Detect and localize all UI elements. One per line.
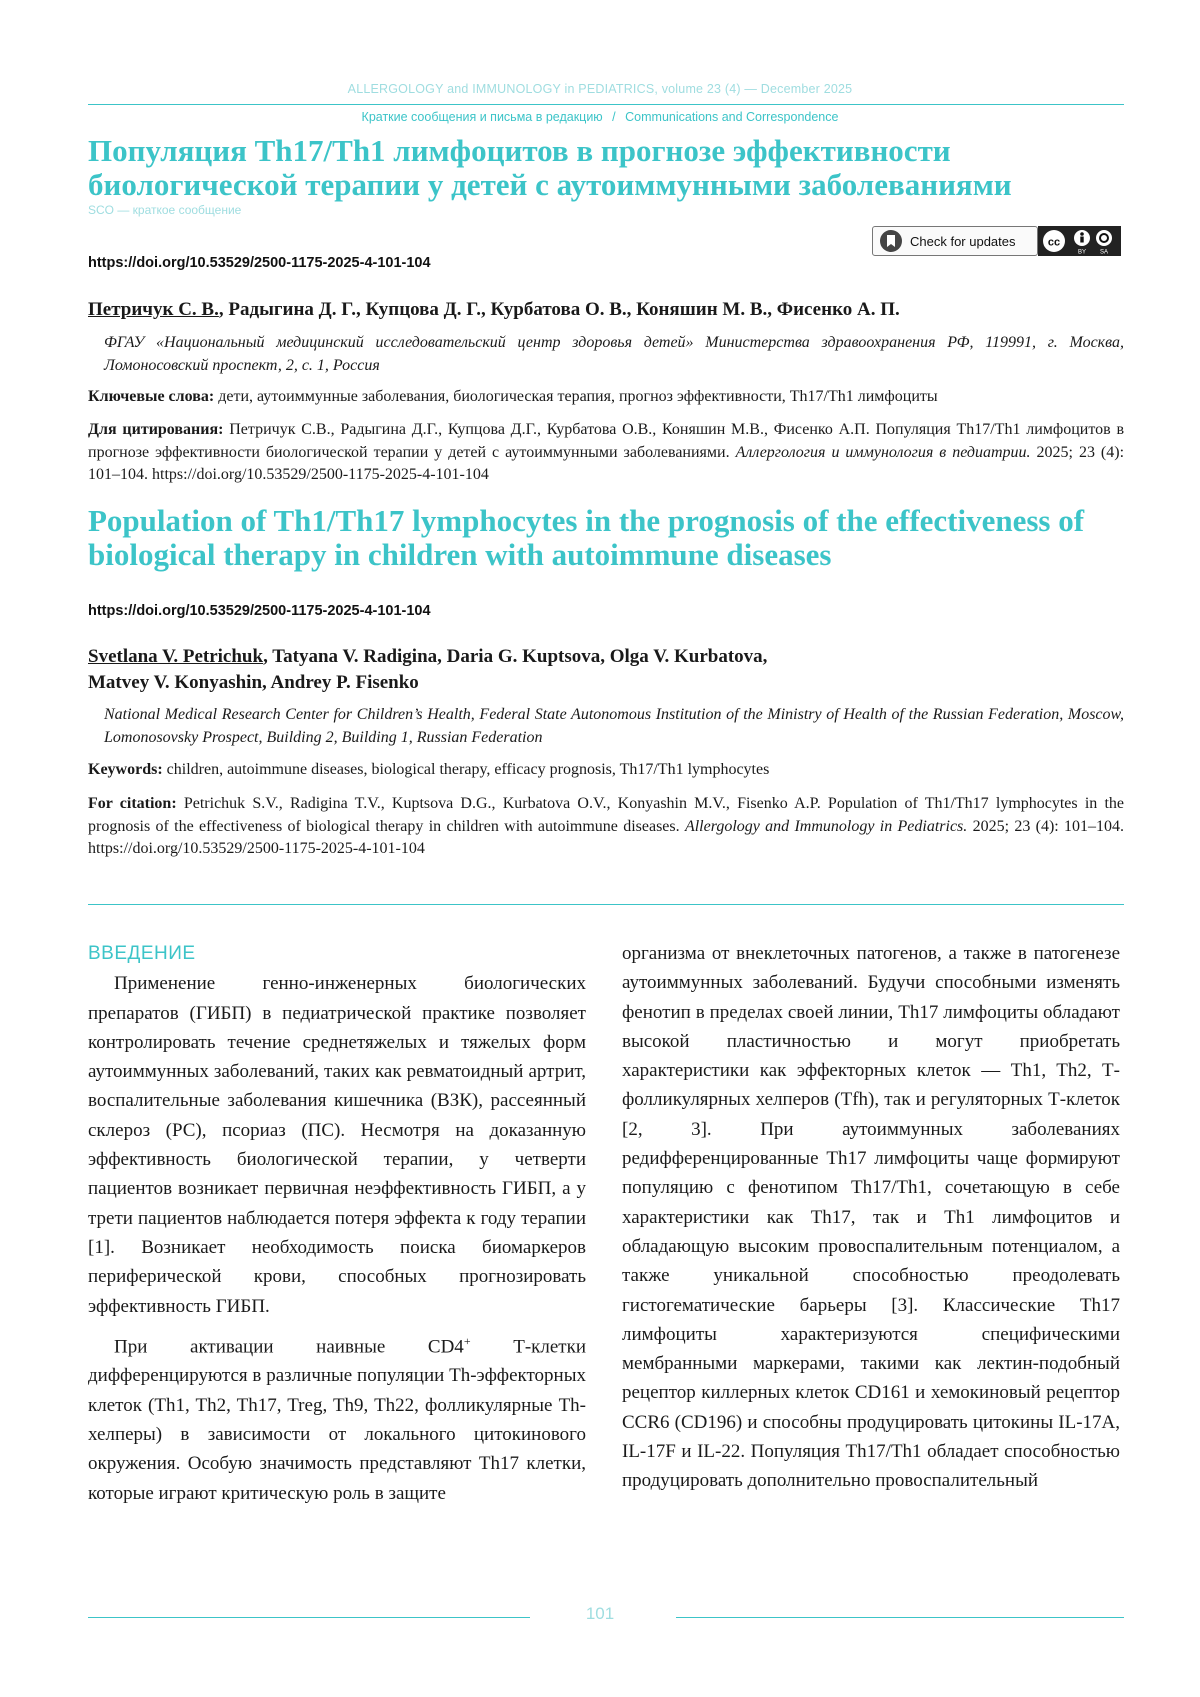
section-ru: Краткие сообщения и письма в редакцию bbox=[361, 110, 603, 124]
authors-line2-en: Matvey V. Konyashin, Andrey P. Fisenko bbox=[88, 672, 419, 693]
citation-label-en: For citation: bbox=[88, 795, 177, 812]
citation-ru bbox=[88, 419, 1124, 487]
cc-label: cc bbox=[1047, 236, 1060, 249]
intro-heading: ВВЕДЕНИЕ bbox=[88, 943, 196, 964]
title-en: Population of Th1/Th17 lymphocytes in the prognosis of the effectiveness of biological therapy in children with autoimmune diseases bbox=[88, 503, 1085, 572]
doi-en[interactable]: https://doi.org/10.53529/2500-1175-2025-4-101-104 bbox=[88, 603, 431, 619]
affiliation-ru: ФГАУ «Национальный медицинский исследовательский центр здоровья детей» Министерства здравоохранения РФ, 119991, г. Москва, Ломоносовский проспект, 2, с. 1, Россия bbox=[104, 334, 1124, 374]
keywords-text-ru: дети, аутоиммунные заболевания, биологическая терапия, прогноз эффективности, Th17/Th1 лимфоциты bbox=[218, 388, 938, 405]
keywords-label-en: Keywords: bbox=[88, 761, 163, 778]
left-p2-start: При активации наивные CD4 bbox=[114, 1336, 464, 1358]
citation-journal-ru: Аллергология и иммунология в педиатрии. bbox=[735, 443, 1031, 461]
left-paragraph-1: Применение генно-инженерных биологических препаратов (ГИБП) в педиатрической практике позволяет контролировать течение среднетяжелых и тяжелых форм аутоиммунных заболеваний, таких как ревматоидный артрит, воспалительные заболевания кишечника (ВЗК), рассеянный склероз (РС), псориаз (ПС). Несмотря на доказанную эффективность биологической терапии, у четверти пациентов возникает первичная неэффективность ГИБП, а у трети пациентов наблюдается потеря эффекта к году терапии [1]. Возникает необходимость поиска биомаркеров периферической крови, способных прогнозировать эффективность ГИБП. bbox=[88, 973, 586, 1317]
left-p2-end: Т-клетки дифференцируются в различные популяции Th-эффекторных клеток (Th1, Th2, Th17, Treg, Th9, Th22, фолликулярные Th-хелперы) в зависимости от локального цитокинового окружения. Особую значимость представляют Th17 клетки, которые играют критическую роль в защите bbox=[88, 1336, 586, 1504]
cc-license-badge[interactable] bbox=[1038, 226, 1121, 256]
corresponding-author-ru: Петричук С. В. bbox=[88, 299, 219, 320]
article-type: SCO — краткое сообщение bbox=[88, 203, 242, 217]
section-separator: / bbox=[612, 110, 616, 124]
section-en: Communications and Correspondence bbox=[625, 110, 839, 124]
section-heading bbox=[88, 110, 1112, 124]
doi-ru[interactable]: https://doi.org/10.53529/2500-1175-2025-4-101-104 bbox=[88, 255, 431, 271]
title-ru: Популяция Th17/Th1 лимфоцитов в прогнозе эффективности биологической терапии у детей с аутоиммунными заболеваниями bbox=[88, 133, 1012, 202]
page-number: 101 bbox=[585, 1604, 615, 1623]
keywords-text-en: children, autoimmune diseases, biological therapy, efficacy prognosis, Th17/Th1 lymphocytes bbox=[166, 761, 770, 778]
cc-sa-label: SA bbox=[1099, 249, 1108, 255]
crossmark-icon bbox=[879, 229, 903, 253]
cc-by-label: BY bbox=[1077, 249, 1086, 255]
corresponding-author-en: Svetlana V. Petrichuk bbox=[88, 646, 264, 667]
authors-line1-rest-en: , Tatyana V. Radigina, Daria G. Kuptsova, Olga V. Kurbatova, bbox=[263, 646, 768, 667]
authors-ru bbox=[88, 297, 1128, 323]
citation-label-ru: Для цитирования: bbox=[88, 421, 224, 438]
keywords-ru bbox=[88, 385, 1128, 408]
header-divider bbox=[88, 104, 1124, 105]
citation-tail-en: 2025; 23 (4): 101–104. https://doi.org/10.53529/2500-1175-2025-4-101-104 bbox=[88, 817, 1125, 857]
left-paragraph-2 bbox=[88, 1327, 586, 1508]
journal-header: ALLERGOLOGY and IMMUNOLOGY in PEDIATRICS, volume 23 (4) — December 2025 bbox=[347, 82, 853, 96]
citation-journal-en: Allergology and Immunology in Pediatrics. bbox=[684, 817, 968, 835]
cc-by-sa-icon bbox=[1040, 227, 1120, 255]
citation-tail-ru: 2025; 23 (4): 101–104. https://doi.org/10.53529/2500-1175-2025-4-101-104 bbox=[88, 443, 1125, 483]
body-divider bbox=[88, 904, 1124, 905]
citation-en bbox=[88, 793, 1124, 861]
affiliation-en: National Medical Research Center for Children’s Health, Federal State Autonomous Institution of the Ministry of Health of the Russian Federation, Moscow, Lomonosovsky Prospect, Building 2, Building 1, Russian Federation bbox=[104, 706, 1124, 746]
citation-text-ru: Петричук С.В., Радыгина Д.Г., Купцова Д.Г., Курбатова О.В., Коняшин М.В., Фисенко А.П. Популяция Th17/Th1 лимфоцитов в прогнозе эффективности биологической терапии у детей с аутоиммунными заболеваниями. bbox=[88, 421, 1125, 461]
authors-rest-ru: , Радыгина Д. Г., Купцова Д. Г., Курбатова О. В., Коняшин М. В., Фисенко А. П. bbox=[218, 299, 900, 320]
right-paragraph-1: организма от внеклеточных патогенов, а также в патогенезе аутоиммунных заболеваний. Будучи способными изменять фенотип в пределах своей линии, Th17 лимфоциты обладают высокой пластичностью и могут приобретать характеристики как эффекторных клеток — Th1, Th2, Т-фолликулярных хелперов (Tfh), так и регуляторных Т-клеток [2, 3]. При аутоиммунных заболеваниях редифференцированные Th17 лимфоциты чаще формируют популяцию с фенотипом Th17/Th1, сочетающую в себе характеристики как Th17, так и Th1 лимфоцитов и обладающую высоким провоспалительным потенциалом, а также уникальной способностью преодолевать гистогематические барьеры [3]. Классические Th17 лимфоциты характеризуются специфическими мембранными маркерами, такими как лектин-подобный рецептор киллерных клеток CD161 и хемокиновый рецептор CCR6 (CD196) и способны продуцировать цитокины IL-17A, IL-17F и IL-22. Популяция Th17/Th1 обладает способностью продуцировать дополнительно провоспалительный bbox=[622, 943, 1120, 1492]
check-for-updates-label: Check for updates bbox=[910, 233, 1016, 249]
keywords-en bbox=[88, 758, 1128, 781]
keywords-label-ru: Ключевые слова: bbox=[88, 388, 215, 405]
column-left bbox=[88, 939, 586, 1508]
authors-en bbox=[88, 644, 1128, 696]
column-right bbox=[622, 939, 1120, 1496]
citation-text-en: Petrichuk S.V., Radigina T.V., Kuptsova D.G., Kurbatova O.V., Konyashin M.V., Fisenko A.P. Population of Th1/Th17 lymphocytes in the prognosis of the effectiveness of biological therapy in children with autoimmune diseases. bbox=[88, 795, 1125, 835]
check-for-updates-badge[interactable] bbox=[872, 226, 1038, 256]
cd4-superscript: + bbox=[463, 1333, 471, 1348]
